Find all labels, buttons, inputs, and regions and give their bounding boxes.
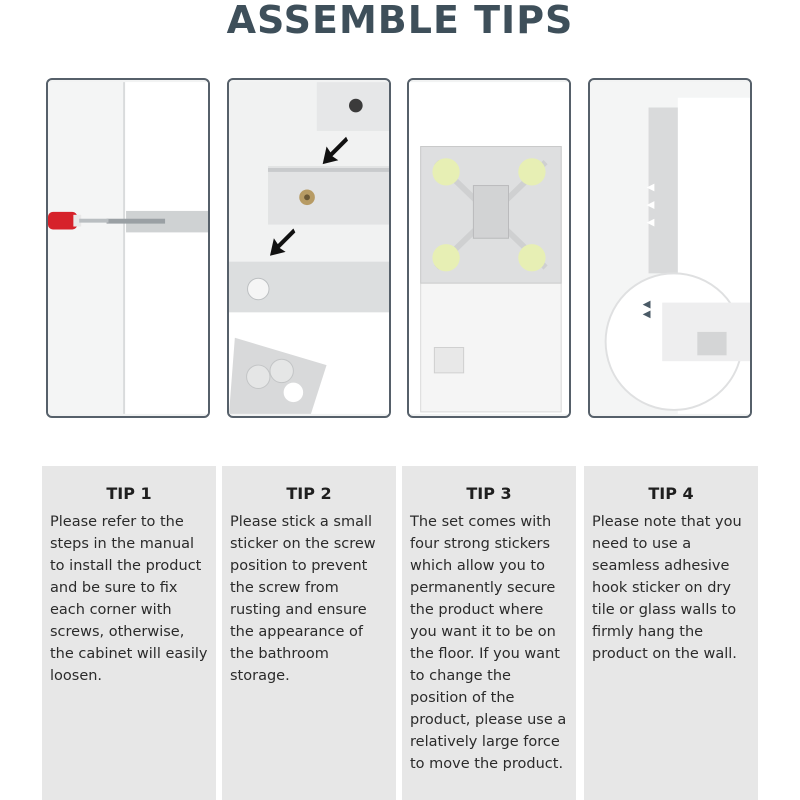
screw-sticker-illustration bbox=[229, 80, 389, 416]
base-sticker-illustration bbox=[409, 80, 569, 416]
tip-title: TIP 4 bbox=[648, 484, 694, 503]
tip-text: Please stick a small sticker on the screw position to prevent the screw from rusting and ensure the appearance of the bathroom storage. bbox=[230, 514, 376, 684]
photo-base-stickers bbox=[407, 78, 571, 418]
tip-text: The set comes with four strong stickers which allow you to permanently secure the product where you want it to be on the floor. If you want to change the position of the product, please use a relatively large force to move the product. bbox=[410, 514, 567, 772]
tip-title: TIP 2 bbox=[286, 484, 332, 503]
photo-wall-hook bbox=[588, 78, 752, 418]
screwdriver-illustration bbox=[48, 80, 208, 416]
tip-title: TIP 1 bbox=[106, 484, 152, 503]
photo-screwdriver bbox=[46, 78, 210, 418]
tip-card-1 bbox=[42, 466, 216, 800]
tip-text: Please note that you need to use a seamless adhesive hook sticker on dry tile or glass walls to firmly hang the product on the wall. bbox=[592, 514, 742, 662]
tip-text: Please refer to the steps in the manual to install the product and be sure to fix each corner with screws, otherwise, the cabinet will easily loosen. bbox=[50, 514, 208, 684]
page-title: ASSEMBLE TIPS bbox=[226, 0, 574, 42]
tip-title: TIP 3 bbox=[466, 484, 512, 503]
wall-hook-illustration bbox=[590, 80, 750, 416]
tip-card-2 bbox=[222, 466, 396, 800]
tip-card-4 bbox=[584, 466, 758, 800]
photo-screw-stickers bbox=[227, 78, 391, 418]
tip-card-3 bbox=[402, 466, 576, 800]
